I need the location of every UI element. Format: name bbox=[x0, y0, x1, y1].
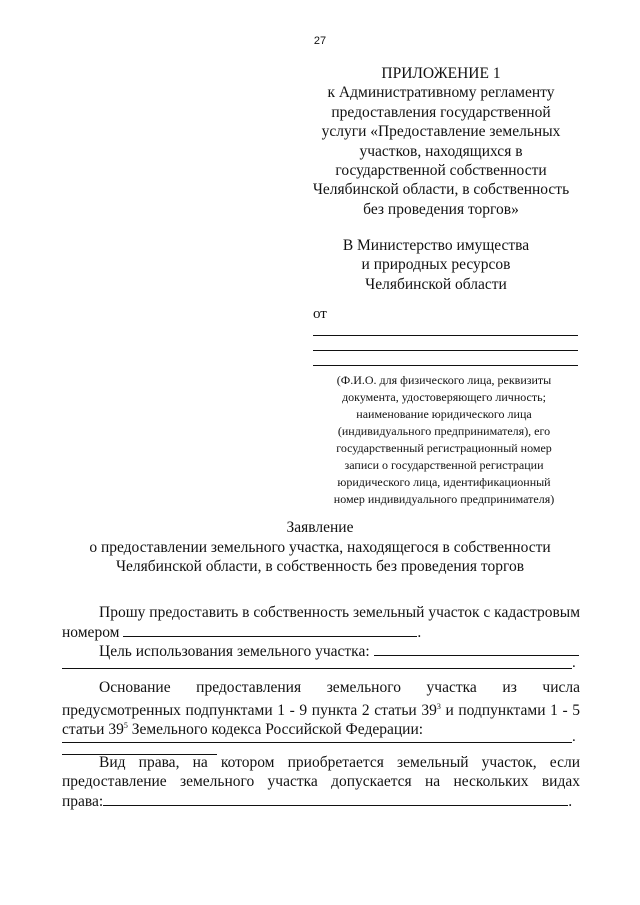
attachment-line: услуги «Предоставление земельных bbox=[321, 123, 561, 141]
note-line: документа, удостоверяющего личность; bbox=[342, 390, 546, 404]
right-type-line-2: предоставление земельного участка допускается на нескольких видах bbox=[62, 773, 580, 790]
purpose-field[interactable] bbox=[374, 641, 579, 656]
applicant-note bbox=[310, 372, 578, 508]
basis-text: статьи 39 bbox=[62, 721, 124, 739]
basis-line-1: Основание предоставления земельного участка из числа bbox=[99, 679, 580, 696]
right-type-field[interactable] bbox=[103, 791, 568, 806]
applicant-field-line-1[interactable] bbox=[313, 335, 578, 336]
purpose-label: Цель использования земельного участка: bbox=[99, 643, 370, 660]
cadastral-label: номером bbox=[62, 624, 120, 641]
purpose-row bbox=[62, 641, 580, 662]
right-type-line-1: Вид права, на котором приобретается земельный участок, если bbox=[99, 754, 580, 771]
period: . bbox=[568, 793, 573, 810]
basis-field-line-2[interactable] bbox=[62, 742, 572, 743]
addressee-line: и природных ресурсов bbox=[361, 256, 511, 274]
request-line-1: Прошу предоставить в собственность земельный участок с кадастровым bbox=[99, 604, 580, 621]
attachment-title: ПРИЛОЖЕНИЕ 1 bbox=[381, 65, 501, 82]
statement-heading bbox=[40, 518, 600, 577]
basis-text: Земельного кодекса Российской Федерации: bbox=[127, 721, 424, 739]
applicant-field-line-2[interactable] bbox=[313, 350, 578, 351]
statement-subtitle-line: Челябинской области, в собственность без проведения торгов bbox=[115, 558, 525, 575]
period: . bbox=[417, 624, 422, 641]
attachment-line: без проведения торгов» bbox=[363, 200, 519, 218]
page-number: 27 bbox=[313, 35, 327, 47]
note-line: (Ф.И.О. для физического лица, реквизиты bbox=[336, 373, 552, 387]
statement-title: Заявление bbox=[286, 519, 354, 536]
right-type-row bbox=[62, 791, 580, 812]
period: . bbox=[572, 729, 576, 745]
attachment-line: предоставления государственной bbox=[331, 103, 551, 121]
addressee-block bbox=[300, 236, 572, 294]
purpose-field-line-2[interactable] bbox=[62, 668, 572, 669]
attachment-line: Челябинской области, в собственность bbox=[312, 181, 570, 199]
attachment-line: участков, находящихся в bbox=[359, 142, 523, 160]
applicant-field-line-3[interactable] bbox=[313, 365, 578, 366]
addressee-line: В Министерство имущества bbox=[342, 237, 530, 254]
from-label: от bbox=[313, 306, 327, 322]
right-type-label: права: bbox=[62, 793, 104, 810]
attachment-block bbox=[296, 64, 586, 219]
basis-text: предусмотренных подпунктами 1 - 9 пункта 2 статьи 39 bbox=[62, 702, 437, 720]
superscript: 3 bbox=[436, 702, 441, 711]
basis-text: и подпунктами 1 - 5 bbox=[440, 702, 580, 720]
attachment-line: государственной собственности bbox=[335, 162, 547, 180]
superscript: 5 bbox=[123, 721, 128, 730]
note-line: государственный регистрационный номер bbox=[336, 441, 552, 455]
cadastral-number-field[interactable] bbox=[123, 622, 417, 637]
note-line: юридического лица, идентификационный bbox=[337, 475, 551, 489]
attachment-line: к Административному регламенту bbox=[327, 84, 555, 102]
period: . bbox=[572, 655, 576, 671]
addressee-line: Челябинской области bbox=[365, 275, 507, 293]
note-line: наименование юридического лица bbox=[356, 407, 532, 421]
note-line: записи о государственной регистрации bbox=[344, 458, 544, 472]
statement-subtitle-line: о предоставлении земельного участка, находящегося в собственности bbox=[89, 538, 551, 556]
note-line: номер индивидуального предпринимателя) bbox=[333, 492, 555, 506]
cadastral-row bbox=[62, 622, 580, 643]
note-line: (индивидуального предпринимателя), его bbox=[337, 424, 551, 438]
